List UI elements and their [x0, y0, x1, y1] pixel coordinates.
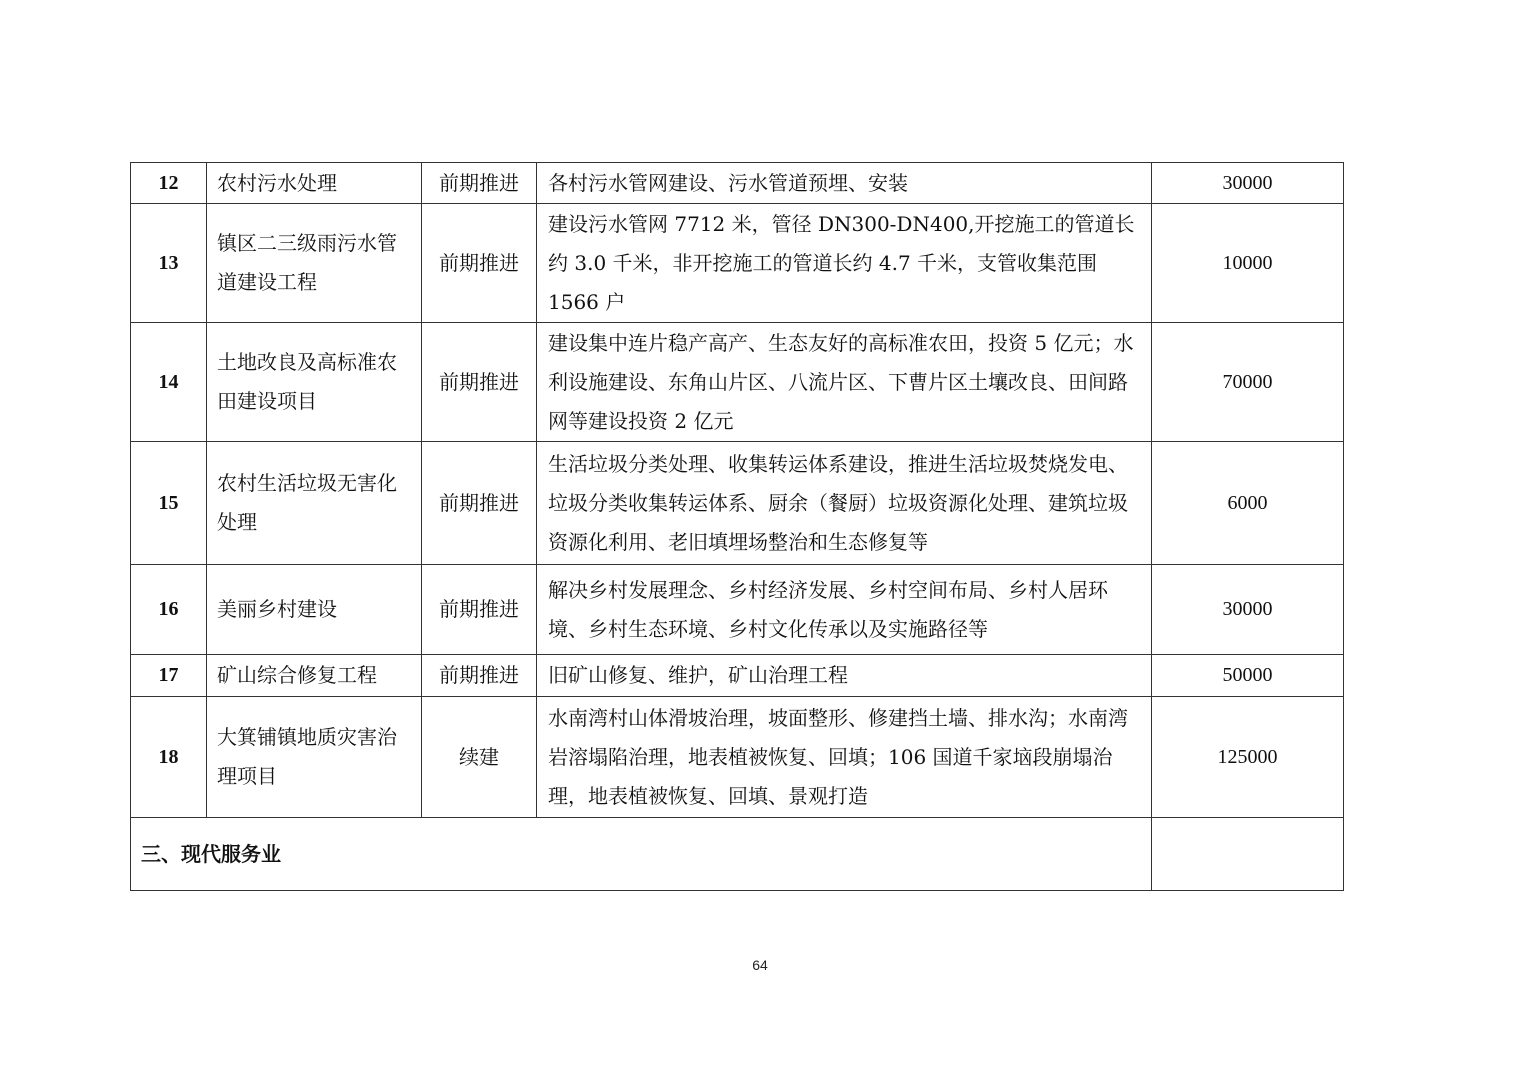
project-content: 各村污水管网建设、污水管道预埋、安装	[537, 163, 1152, 204]
project-status: 前期推进	[422, 442, 537, 565]
project-content: 旧矿山修复、维护，矿山治理工程	[537, 655, 1152, 697]
project-status: 前期推进	[422, 204, 537, 323]
table-row	[131, 655, 1344, 697]
project-table	[130, 162, 1344, 891]
row-number: 14	[131, 323, 207, 442]
table-row	[131, 163, 1344, 204]
section-title: 三、现代服务业	[131, 818, 1152, 891]
section-investment	[1152, 818, 1344, 891]
project-status: 前期推进	[422, 163, 537, 204]
project-status: 续建	[422, 697, 537, 818]
project-name: 镇区二三级雨污水管道建设工程	[207, 204, 422, 323]
project-content: 生活垃圾分类处理、收集转运体系建设，推进生活垃圾焚烧发电、垃圾分类收集转运体系、厨余（餐厨）垃圾资源化处理、建筑垃圾资源化利用、老旧填埋场整治和生态修复等	[537, 442, 1152, 565]
page-number: 64	[752, 957, 768, 973]
project-name: 大箕铺镇地质灾害治理项目	[207, 697, 422, 818]
row-number: 16	[131, 565, 207, 655]
project-name: 农村污水处理	[207, 163, 422, 204]
project-name: 美丽乡村建设	[207, 565, 422, 655]
project-status: 前期推进	[422, 565, 537, 655]
project-investment: 30000	[1152, 565, 1344, 655]
table-row	[131, 204, 1344, 323]
row-number: 13	[131, 204, 207, 323]
project-content: 建设污水管网 7712 米，管径 DN300-DN400,开挖施工的管道长约 3.0 千米，非开挖施工的管道长约 4.7 千米，支管收集范围 1566 户	[537, 204, 1152, 323]
project-name: 矿山综合修复工程	[207, 655, 422, 697]
project-investment: 70000	[1152, 323, 1344, 442]
project-content: 解决乡村发展理念、乡村经济发展、乡村空间布局、乡村人居环境、乡村生态环境、乡村文化传承以及实施路径等	[537, 565, 1152, 655]
row-number: 15	[131, 442, 207, 565]
project-name: 土地改良及高标准农田建设项目	[207, 323, 422, 442]
project-status: 前期推进	[422, 655, 537, 697]
project-content: 水南湾村山体滑坡治理，坡面整形、修建挡土墙、排水沟；水南湾岩溶塌陷治理，地表植被恢复、回填；106 国道千家垴段崩塌治理，地表植被恢复、回填、景观打造	[537, 697, 1152, 818]
project-investment: 10000	[1152, 204, 1344, 323]
section-row	[131, 818, 1344, 891]
table-row	[131, 442, 1344, 565]
project-investment: 50000	[1152, 655, 1344, 697]
project-investment: 6000	[1152, 442, 1344, 565]
row-number: 12	[131, 163, 207, 204]
row-number: 18	[131, 697, 207, 818]
table-row	[131, 697, 1344, 818]
table-row	[131, 323, 1344, 442]
table-row	[131, 565, 1344, 655]
row-number: 17	[131, 655, 207, 697]
project-name: 农村生活垃圾无害化处理	[207, 442, 422, 565]
project-investment: 30000	[1152, 163, 1344, 204]
project-content: 建设集中连片稳产高产、生态友好的高标准农田，投资 5 亿元；水利设施建设、东角山片区、八流片区、下曹片区土壤改良、田间路网等建设投资 2 亿元	[537, 323, 1152, 442]
project-status: 前期推进	[422, 323, 537, 442]
project-investment: 125000	[1152, 697, 1344, 818]
